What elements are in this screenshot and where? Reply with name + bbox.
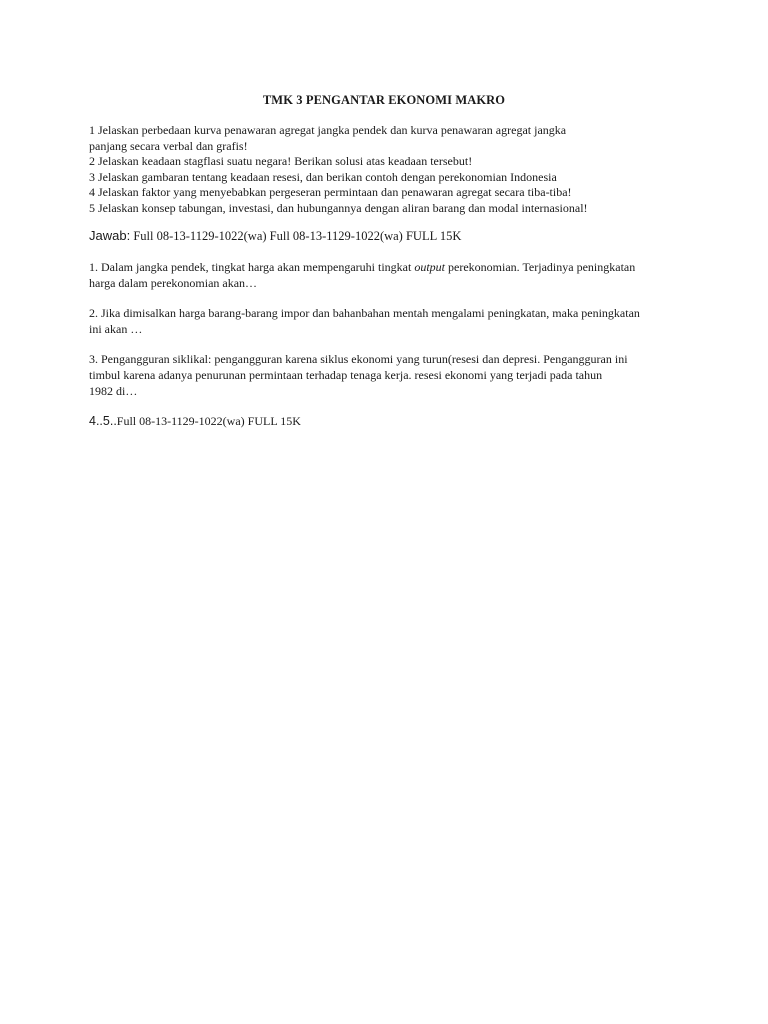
- answer-2: [89, 305, 679, 337]
- answer-1-line-2: harga dalam perekonomian akan…: [89, 276, 258, 290]
- question-3: 3 Jelaskan gambaran tentang keadaan resesi, dan berikan contoh dengan perekonomian Indonesia: [89, 169, 557, 184]
- question-2: 2 Jelaskan keadaan stagflasi suatu negara! Berikan solusi atas keadaan tersebut!: [89, 154, 473, 168]
- question-1-line-1: 1 Jelaskan perbedaan kurva penawaran agregat jangka pendek dan kurva penawaran agregat jangka: [89, 123, 567, 137]
- answer-2-line-2: ini akan …: [89, 322, 143, 336]
- answer-label: Jawab:: [89, 228, 131, 243]
- answer-3-line-1: 3. Pengangguran siklikal: pengangguran karena siklus ekonomi yang turun(resesi dan depresi. Pengangguran ini: [89, 352, 628, 366]
- answer-4-5: [89, 413, 679, 429]
- answer-1-text-a: 1. Dalam jangka pendek, tingkat harga akan mempengaruhi tingkat: [89, 260, 415, 274]
- question-4: 4 Jelaskan faktor yang menyebabkan pergeseran permintaan dan penawaran agregat secara tiba-tiba!: [89, 185, 572, 199]
- answer-1: [89, 259, 679, 291]
- answer-header: [89, 228, 461, 244]
- question-1-line-2: panjang secara verbal dan grafis!: [89, 138, 248, 153]
- document-title: TMK 3 PENGANTAR EKONOMI MAKRO: [262, 93, 506, 107]
- question-5: 5 Jelaskan konsep tabungan, investasi, dan hubungannya dengan aliran barang dan modal internasional!: [89, 200, 588, 215]
- answer-4-5-prefix: 4..5..: [89, 414, 117, 428]
- answer-4-5-contact: Full 08-13-1129-1022(wa) FULL 15K: [116, 414, 301, 428]
- answer-2-line-1: 2. Jika dimisalkan harga barang-barang impor dan bahanbahan mentah mengalami peningkatan, maka peningkatan: [89, 306, 640, 320]
- question-list: [89, 123, 689, 216]
- answer-3-line-3: 1982 di…: [89, 384, 138, 398]
- answer-1-text-b: perekonomian. Terjadinya peningkatan: [445, 260, 636, 274]
- answer-contact: Full 08-13-1129-1022(wa) Full 08-13-1129-1022(wa) FULL 15K: [130, 229, 462, 243]
- answer-1-line-1: [89, 259, 679, 275]
- answer-3: [89, 351, 679, 399]
- answer-3-line-2: timbul karena adanya penurunan permintaan terhadap tenaga kerja. resesi ekonomi yang terjadi pada tahun: [89, 368, 603, 382]
- answer-1-italic-term: output: [414, 260, 446, 274]
